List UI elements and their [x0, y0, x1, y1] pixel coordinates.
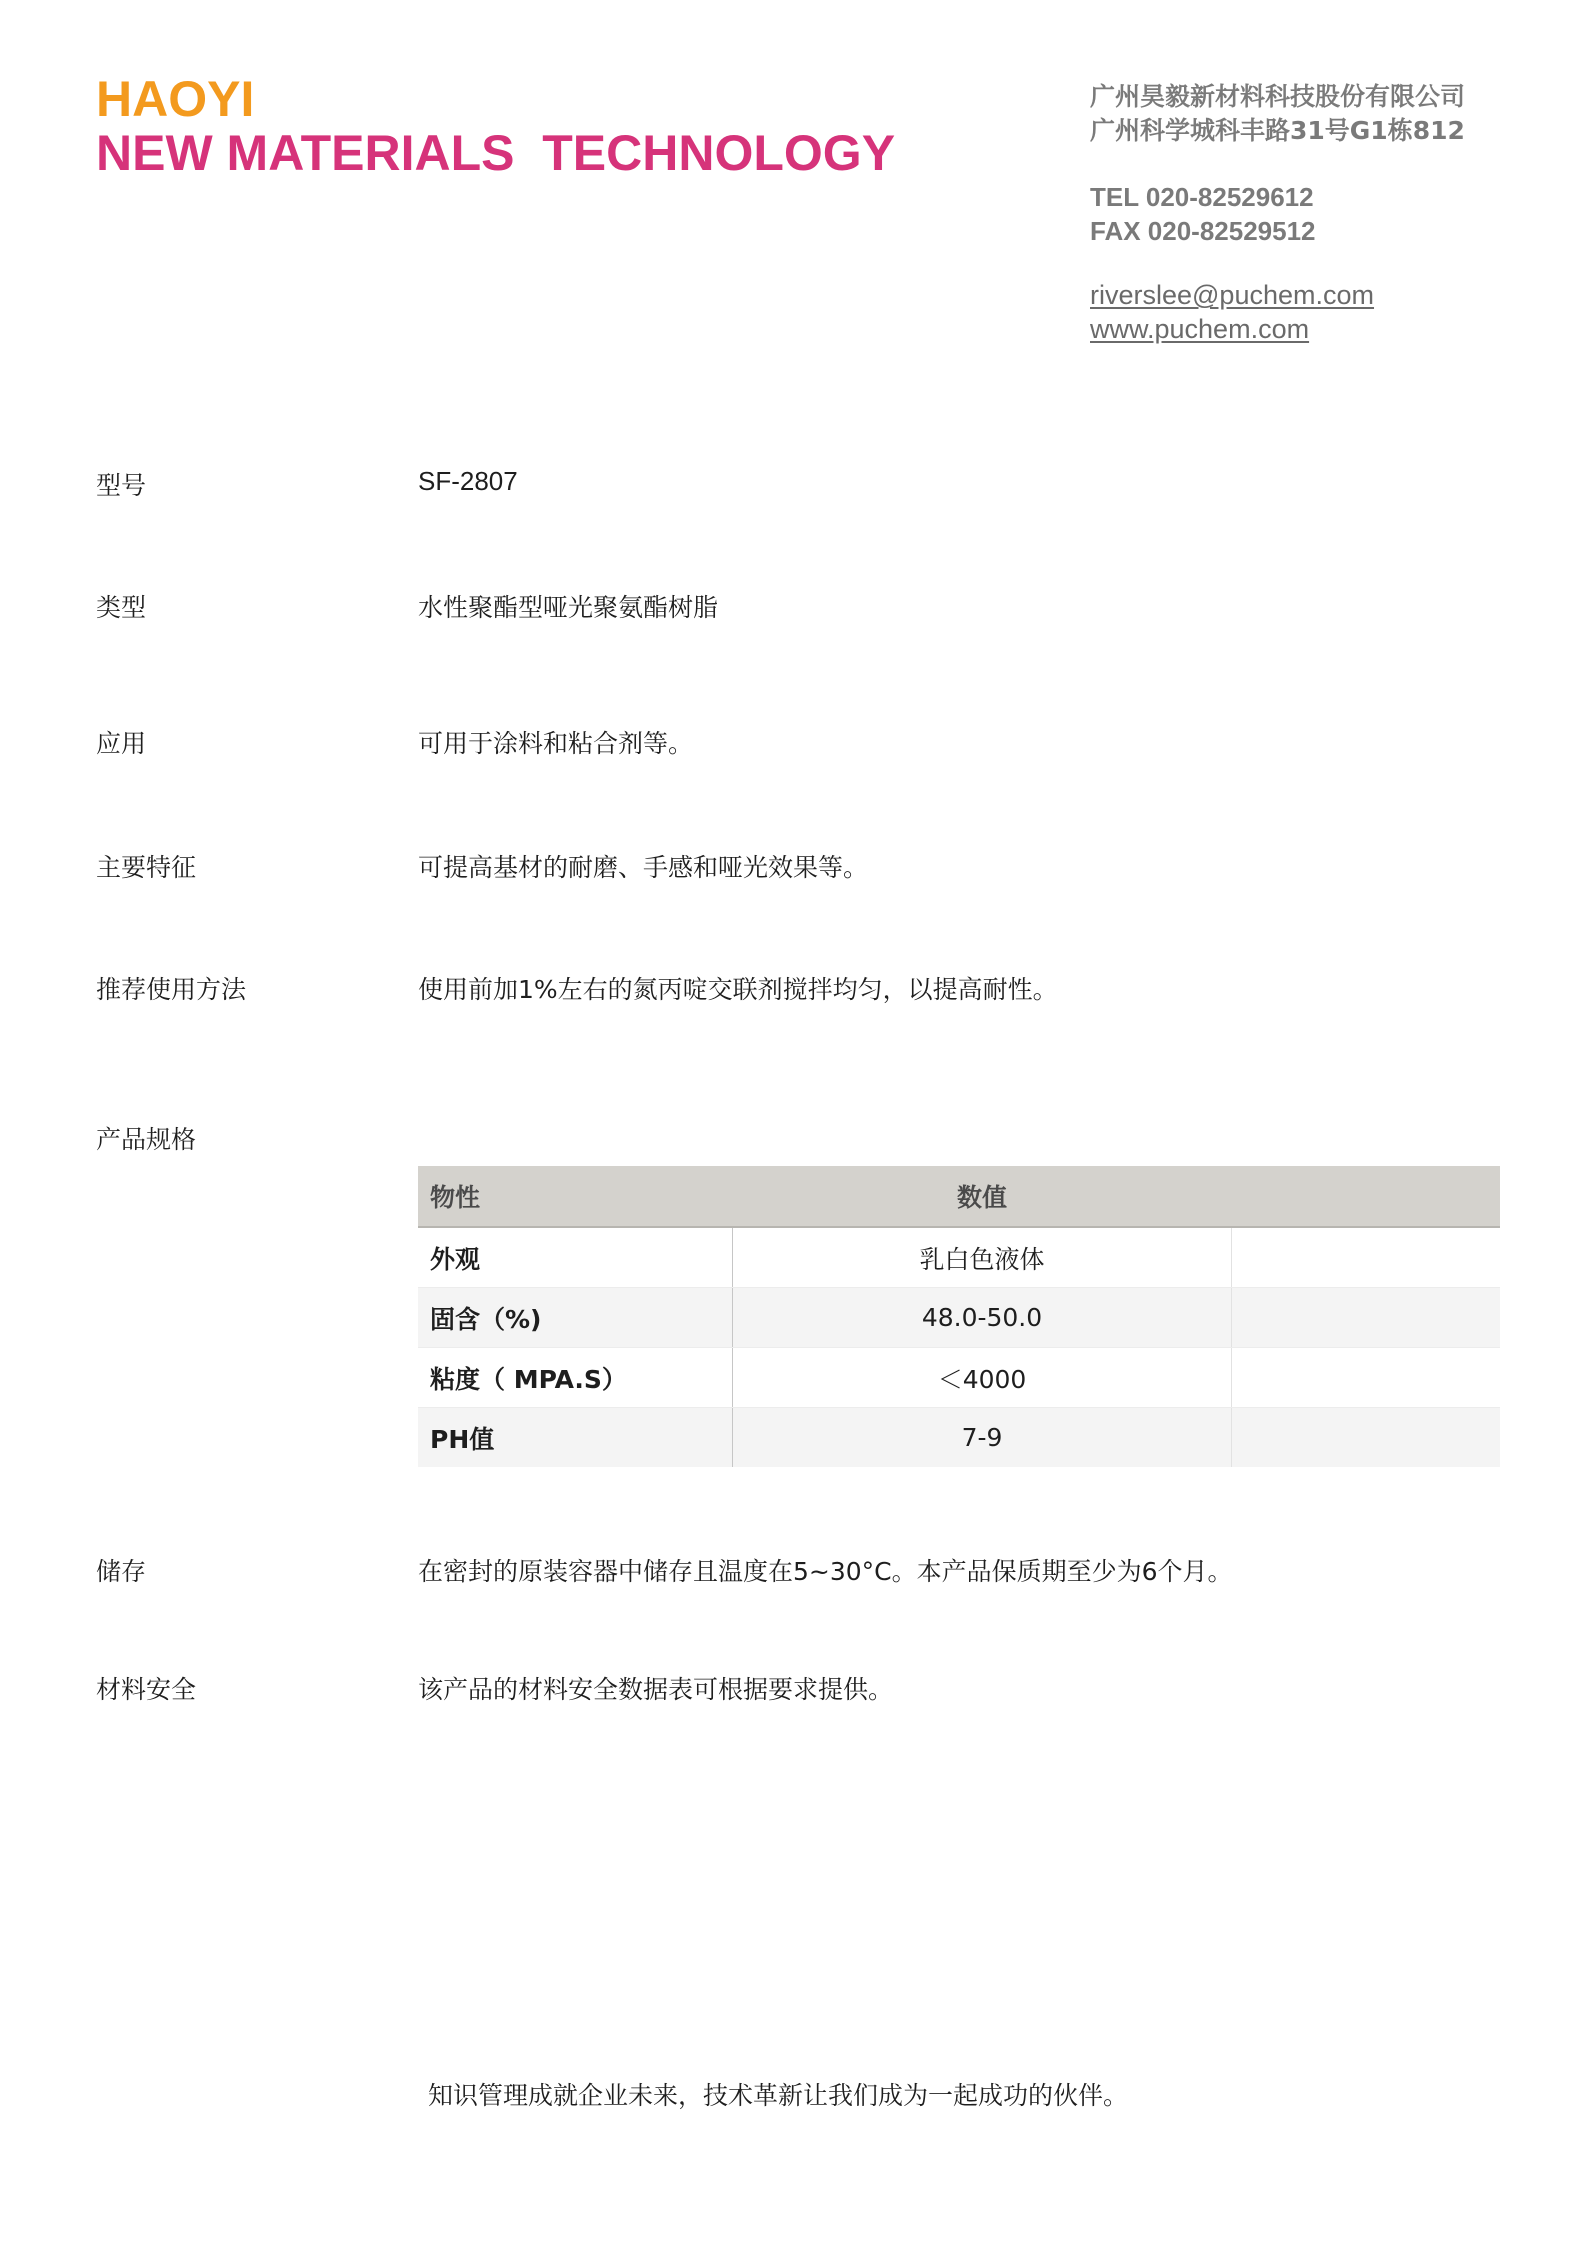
storage-value: 在密封的原装容器中储存且温度在5~30°C。本产品保质期至少为6个月。 [418, 1557, 1233, 1586]
row-value: ＜4000 [733, 1348, 1232, 1408]
row-value: 48.0-50.0 [733, 1288, 1232, 1348]
safety-value: 该产品的材料安全数据表可根据要求提供。 [418, 1675, 894, 1704]
table-row [418, 1348, 1500, 1408]
model-value: SF-2807 [418, 466, 518, 496]
header-value: 数值 [733, 1166, 1232, 1227]
type-label: 类型 [96, 593, 147, 622]
footer-slogan: 知识管理成就企业未来，技术革新让我们成为一起成功的伙伴。 [428, 2081, 1129, 2110]
tel-number: TEL 020-82529612 [1090, 182, 1314, 212]
company-name: 广州昊毅新材料科技股份有限公司 [1090, 82, 1466, 111]
usage-value: 使用前加1%左右的氮丙啶交联剂搅拌均匀，以提高耐性。 [418, 975, 1058, 1004]
application-value: 可用于涂料和粘合剂等。 [418, 729, 694, 758]
type-value: 水性聚酯型哑光聚氨酯树脂 [418, 593, 719, 622]
spec-table [418, 1166, 1500, 1467]
model-label: 型号 [96, 471, 147, 500]
contact-block [1090, 80, 1550, 346]
row-property: PH值 [418, 1408, 733, 1468]
brand-tagline: NEW MATERIALS TECHNOLOGY [96, 125, 896, 181]
brand-name: HAOYI [96, 71, 255, 127]
row-empty [1232, 1227, 1501, 1288]
storage-label: 储存 [96, 1557, 147, 1586]
row-value: 7-9 [733, 1408, 1232, 1468]
company-address: 广州科学城科丰路31号G1栋812 [1090, 116, 1465, 145]
row-value: 乳白色液体 [733, 1227, 1232, 1288]
table-row [418, 1288, 1500, 1348]
safety-label: 材料安全 [96, 1675, 197, 1704]
features-value: 可提高基材的耐磨、手感和哑光效果等。 [418, 853, 869, 882]
row-property: 粘度（ MPA.S） [418, 1348, 733, 1408]
header-empty [1232, 1166, 1501, 1227]
email-link[interactable]: riverslee@puchem.com [1090, 280, 1375, 310]
brand-logo [96, 71, 896, 181]
website-link[interactable]: www.puchem.com [1090, 314, 1310, 344]
row-empty [1232, 1408, 1501, 1468]
spec-label: 产品规格 [96, 1125, 197, 1154]
table-row [418, 1408, 1500, 1468]
row-property: 固含（%) [418, 1288, 733, 1348]
application-label: 应用 [96, 729, 147, 758]
row-property: 外观 [418, 1227, 733, 1288]
table-row [418, 1227, 1500, 1288]
features-label: 主要特征 [96, 853, 197, 882]
fax-number: FAX 020-82529512 [1090, 216, 1316, 246]
row-empty [1232, 1348, 1501, 1408]
usage-label: 推荐使用方法 [96, 975, 247, 1004]
row-empty [1232, 1288, 1501, 1348]
header-property: 物性 [418, 1166, 733, 1227]
